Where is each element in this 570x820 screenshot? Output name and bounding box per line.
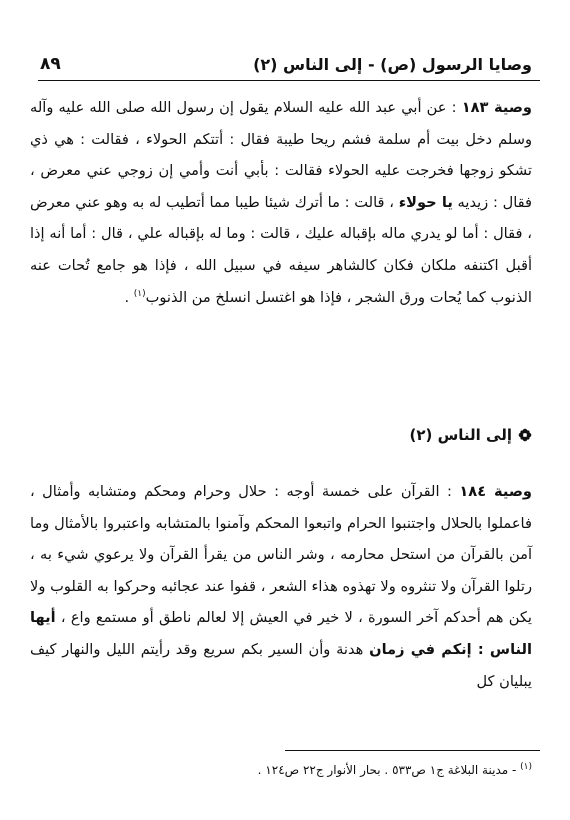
footnote-text: - مدينة البلاغة ج١ ص٥٣٣ . بحار الأنوار ج٢٢ ص١٢٤ . [257, 763, 521, 777]
header-rule [38, 80, 540, 81]
page-number: ٨٩ [40, 54, 61, 74]
footnote-ref[interactable]: (١) [133, 288, 146, 299]
entry-183-paragraph [30, 92, 532, 313]
entry-183-text-b: ، قالت : ما أترك شيئا طيبا مما أتطيب له به وهو عني معرض ، فقال : أما لو يدري ماله بإقباله عليك ، قالت : وما له بإقباله علي ، قال : أما أنه إذا أقبل اكتنفه ملكان فكان كالشاهر سيفه في سبيل الله ، فإذا هو جامع تُحات عنه الذنوب كما يُحات ورق الشجر ، فإذا هو اغتسل انسلخ من الذنوب [30, 193, 532, 306]
footnote [258, 760, 532, 780]
footnote-marker: (١) [520, 762, 532, 772]
entry-183-label: وصية ١٨٣ [461, 99, 533, 116]
flower-ornament-icon [518, 428, 532, 442]
entry-183 [30, 92, 532, 313]
entry-183-text-end: . [124, 288, 134, 306]
section-heading-text: إلى الناس (٢) [409, 426, 512, 444]
entry-183-text-a: : عن أبي عبد الله عليه السلام يقول إن رسول الله صلى الله عليه وآله وسلم دخل بيت أم سلمة فشم ريحا طيبة فقال : أتتكم الحولاء ، فقالت : هي ذي تشكو زوجها فخرجت عليه الحولاء فقالت : بأبي أنت وأمي إن زوجي عني معرض ، فقال : زيديه [30, 99, 533, 211]
running-head [40, 52, 532, 76]
entry-184-bold-phrase: أيها الناس : إنكم في زمان [30, 609, 532, 658]
entry-184-text-b: هدنة وأن السير بكم سريع وقد رأيتم الليل والنهار كيف يبليان كل [30, 640, 532, 690]
running-title: وصايا الرسول (ص) - إلى الناس (٢) [253, 54, 532, 74]
entry-184-text-a: : القرآن على خمسة أوجه : حلال وحرام ومحكم ومتشابه وأمثال ، فاعملوا بالحلال واجتنبوا الحرام واتبعوا المحكم وآمنوا بالمتشابه واعتبروا بالأمثال وما آمن بالقرآن من استحل محارمه ، وشر الناس من يقرأ القرآن ولا يرعوي شيء به ، رتلوا القرآن ولا تنثروه ولا تهذوه هذاء الشعر ، قفوا عند عجائبه وحركوا به القلوب ولا يكن هم أحدكم آخر السورة ، لا خير في العيش إلا لعالم ناطق أو مستمع واع ، [30, 483, 532, 627]
section-heading [410, 426, 533, 444]
footnote-rule [285, 750, 540, 751]
entry-184-paragraph [30, 476, 532, 697]
entry-184 [30, 476, 532, 697]
entry-184-label: وصية ١٨٤ [459, 483, 532, 500]
entry-183-bold-phrase: يا حولاء [398, 193, 453, 211]
